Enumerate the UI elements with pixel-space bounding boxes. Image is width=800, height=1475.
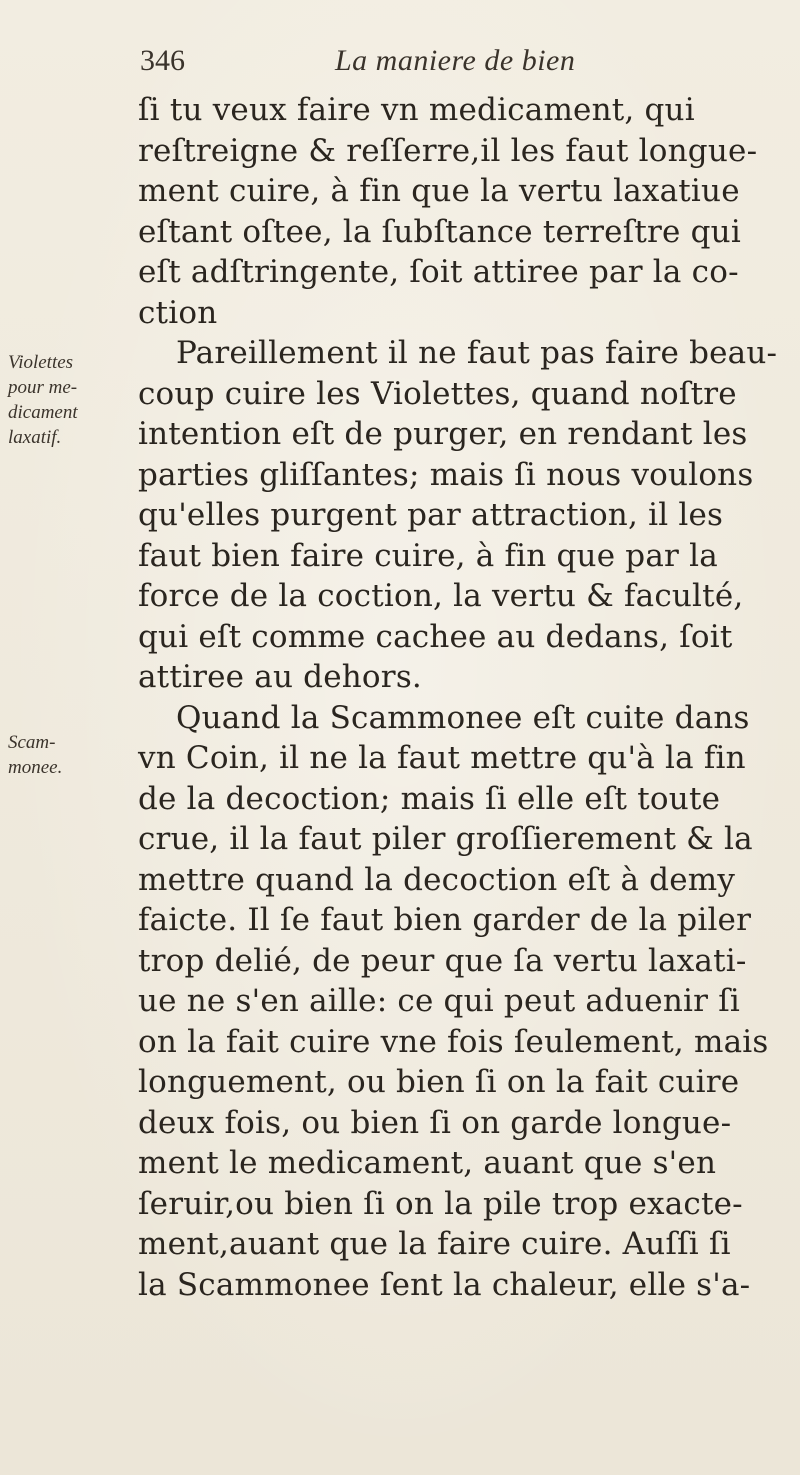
margin-note-line: monee. [8,757,63,778]
margin-note-line: dicament [8,402,78,423]
text-line: ment,auant que la faire cuire. Auſſi ſi [138,1226,731,1262]
text-line: vn Coin, il ne la faut mettre qu'à la fin [138,740,746,776]
text-line: Quand la Scammonee eſt cuite dans [176,699,750,736]
text-line: Pareillement il ne faut pas faire beau- [176,335,778,371]
text-line: ſi tu veux faire vn medicament, qui [138,92,695,128]
text-line: ction [138,294,218,331]
text-line: longuement, ou bien ſi on la fait cuire [138,1064,740,1100]
text-line: mettre quand la decoction eſt à demy [138,861,736,898]
margin-note-line: Violettes [8,352,74,373]
margin-note-violettes [8,350,78,450]
text-line: qui eſt comme cachee au dedans, ſoit [138,618,733,655]
page-header [140,44,780,90]
text-line: eſt adſtringente, ſoit attiree par la co- [138,254,739,290]
text-line: reſtreigne & reſſerre,il les faut longue- [138,132,758,169]
margin-note-scammonee [8,730,62,780]
margin-note-line: pour me- [8,377,78,398]
text-line: eſtant oſtee, la ſubſtance terreſtre qui [138,213,741,250]
text-line: la Scammonee ſent la chaleur, elle s'a- [138,1266,751,1303]
text-line: parties gliſſantes; mais ſi nous voulons [138,456,754,493]
text-line: ſeruir,ou bien ſi on la pile trop exacte- [138,1185,743,1222]
body-text [138,90,788,1305]
margin-note-line: laxatif. [8,427,62,448]
text-line: coup cuire les Violettes, quand noſtre [138,375,737,412]
text-line: ue ne s'en aille: ce qui peut aduenir ſi [138,983,740,1019]
text-line: ment le medicament, auant que s'en [138,1145,717,1181]
text-line: qu'elles purgent par attraction, il les [138,497,724,533]
page-number: 346 [140,44,185,77]
text-line: crue, il la faut piler groſſierement & la [138,821,753,857]
text-line: faut bien faire cuire, à fin que par la [138,537,718,574]
text-line: on la fait cuire vne fois ſeulement, mais [138,1023,769,1060]
running-title: La maniere de bien [335,44,576,77]
text-line: de la decoction; mais ſi elle eſt toute [138,780,721,817]
text-line: faicte. Il ſe faut bien garder de la piler [138,902,752,938]
text-line: deux fois, ou bien ſi on garde longue- [138,1104,732,1141]
text-line: force de la coction, la vertu & faculté, [138,578,744,614]
text-line: trop delié, de peur que ſa vertu laxati- [138,942,747,979]
text-line: attiree au dehors. [138,659,422,695]
text-line: intention eſt de purger, en rendant les [138,416,748,452]
margin-note-line: Scam- [8,732,56,753]
text-line: ment cuire, à fin que la vertu laxatiue [138,173,740,209]
